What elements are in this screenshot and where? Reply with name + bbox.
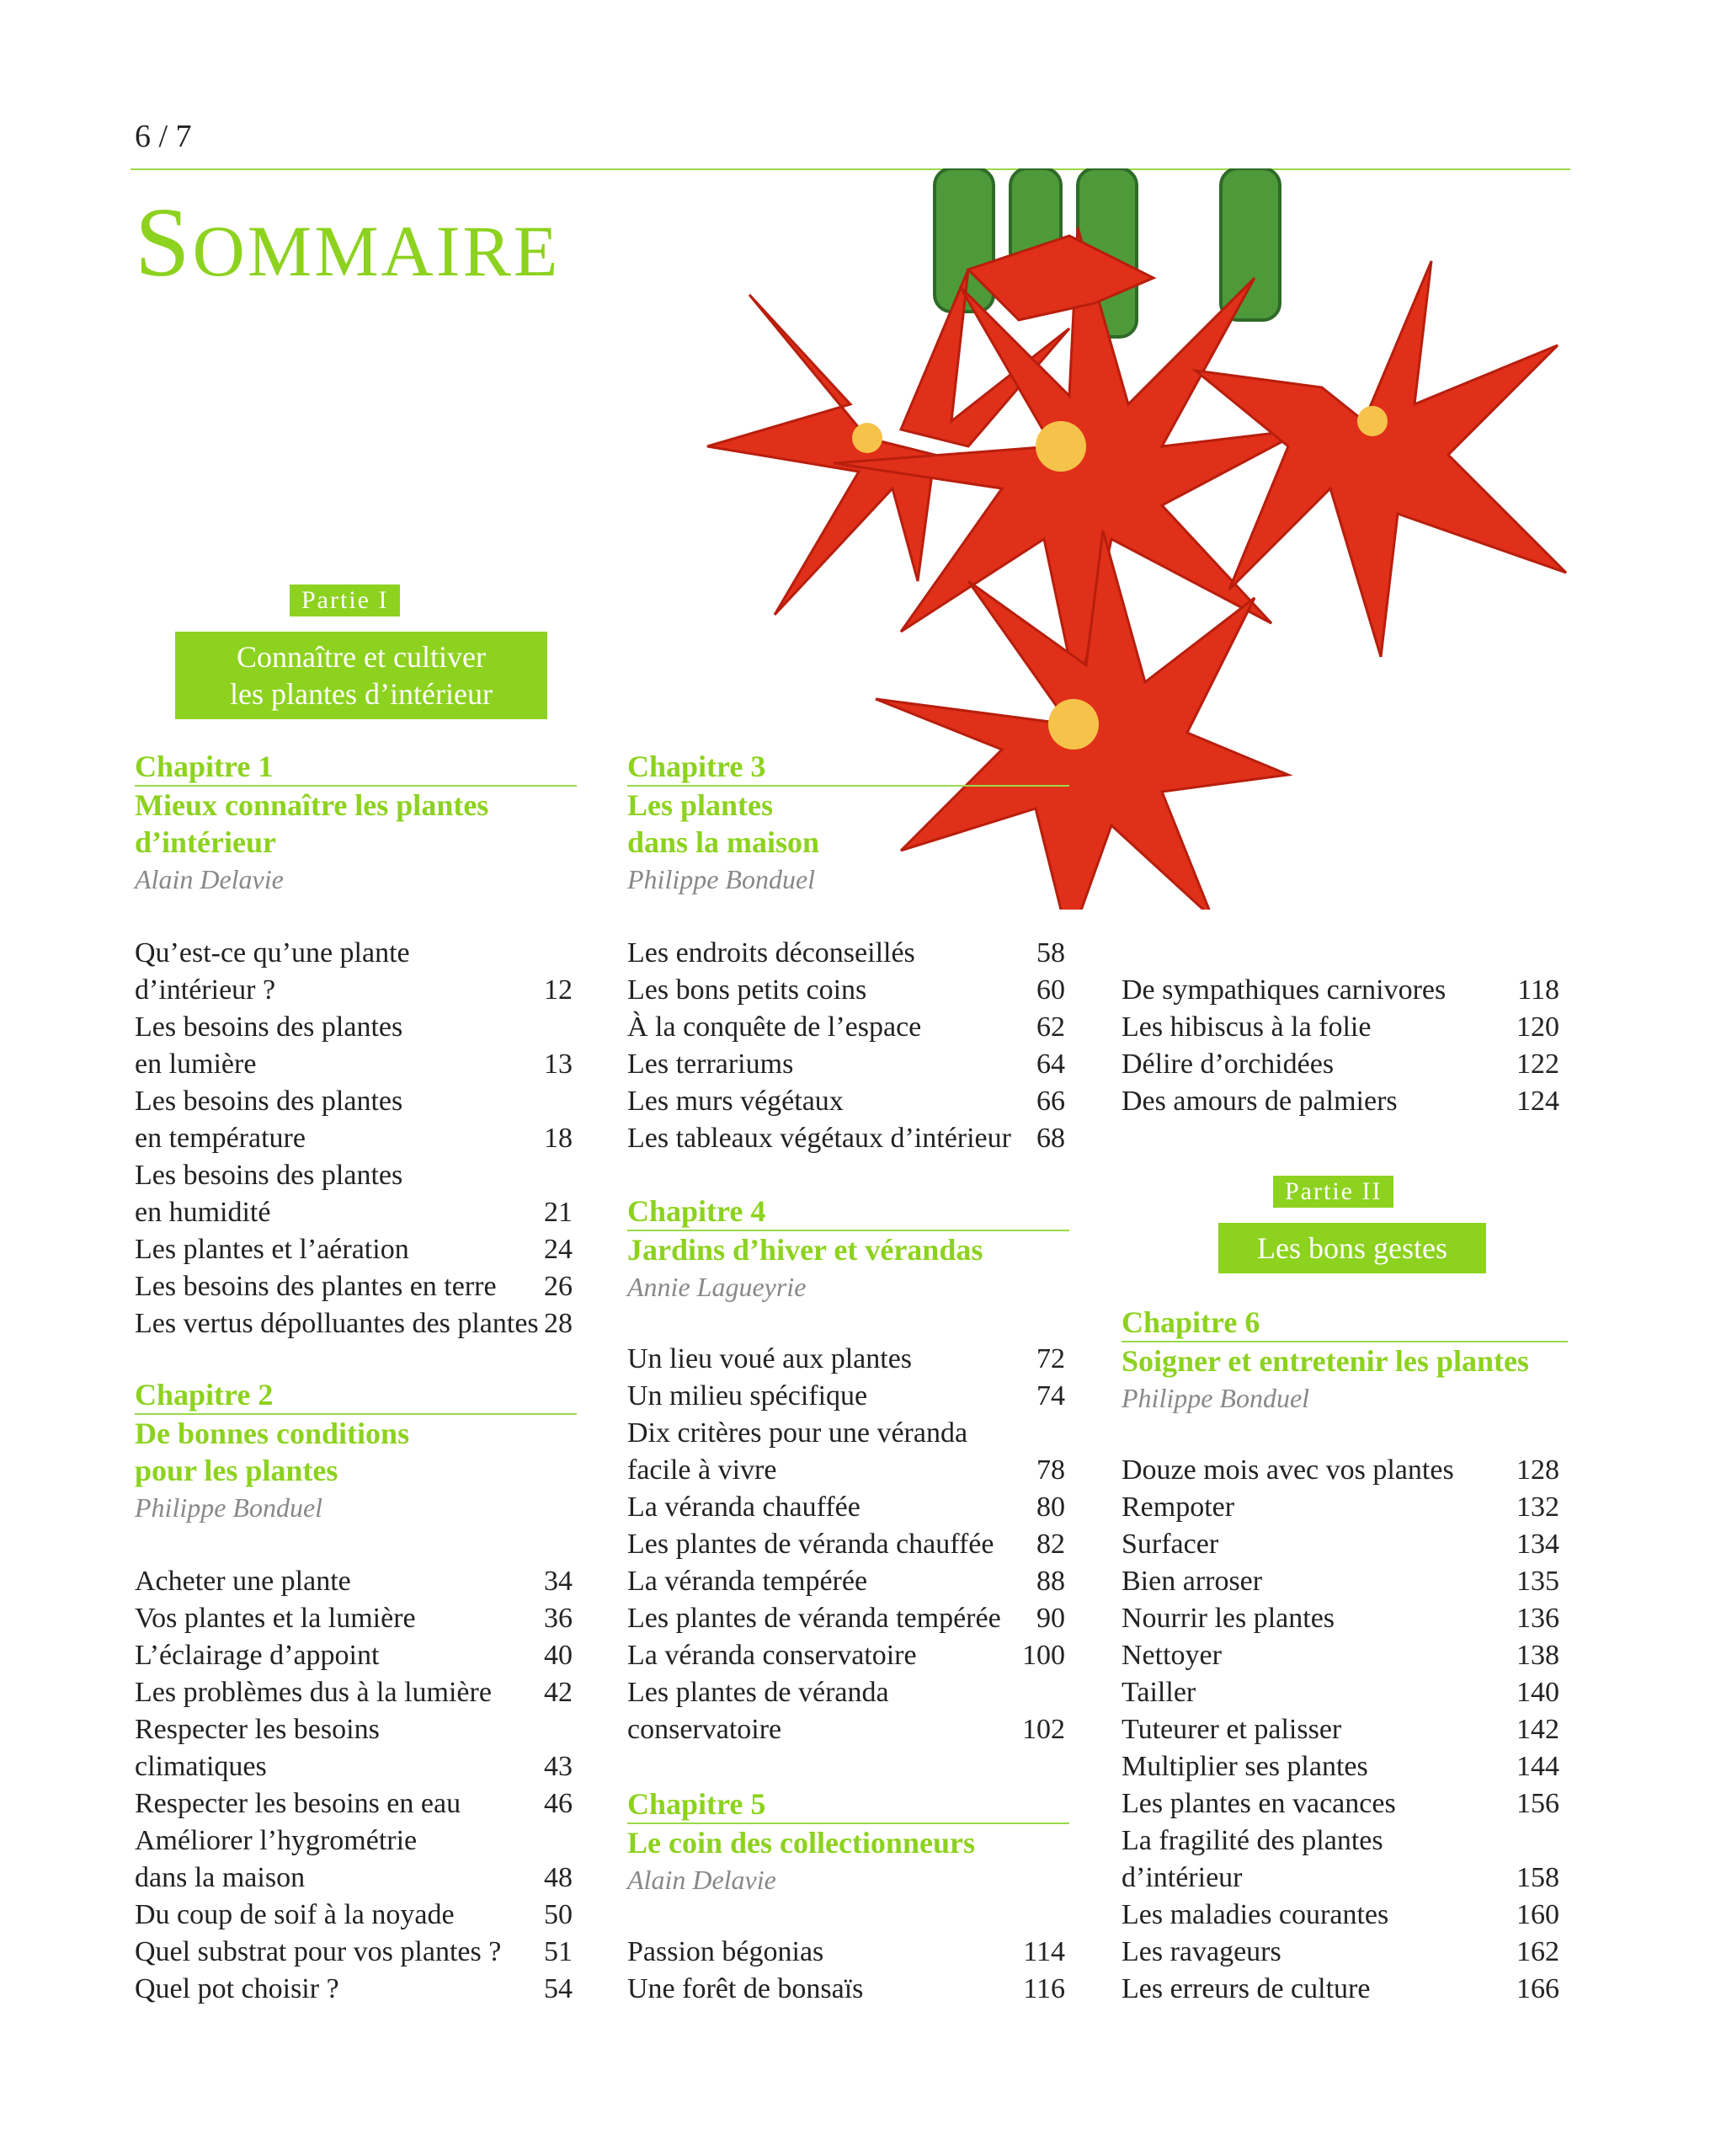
toc-entry	[135, 1157, 573, 1231]
toc-entry-label: Les maladies courantes	[1122, 1899, 1389, 1930]
toc-entry	[627, 1526, 1065, 1563]
chapter-4-heading	[627, 1193, 1069, 1305]
chapter-6-heading	[1122, 1304, 1568, 1417]
toc-entry	[627, 1489, 1065, 1526]
toc-entry-label: Un milieu spécifique	[627, 1380, 868, 1412]
chapter-6-entries	[1122, 1452, 1559, 2008]
chapter-2-heading	[135, 1376, 577, 1526]
toc-entry-page: 46	[544, 1788, 573, 1819]
chapter-1-title-line1: Mieux connaître les plantes	[135, 788, 489, 822]
toc-entry-page: 138	[1516, 1640, 1559, 1671]
toc-entry-page: 134	[1516, 1529, 1559, 1560]
toc-entry-label: La véranda conservatoire	[627, 1640, 917, 1671]
toc-entry	[135, 1711, 573, 1785]
toc-entry	[135, 1083, 573, 1157]
toc-entry-page: 28	[544, 1308, 573, 1339]
toc-entry-label: La fragilité des plantes d’intérieur	[1122, 1825, 1383, 1893]
toc-entry-label: La véranda chauffée	[627, 1492, 860, 1523]
toc-entry-label: Les besoins des plantes en humidité	[135, 1160, 403, 1228]
toc-entry	[135, 1305, 573, 1342]
part-2-title	[1218, 1223, 1486, 1273]
toc-entry-label: Les hibiscus à la folie	[1122, 1011, 1372, 1043]
toc-entry-label: Tailler	[1122, 1677, 1196, 1708]
toc-entry	[627, 1120, 1065, 1157]
chapter-2-number: Chapitre 2	[135, 1376, 577, 1415]
toc-entry	[627, 1341, 1065, 1378]
chapter-5-entries-part2	[1122, 972, 1559, 1120]
toc-entry-label: Les erreurs de culture	[1122, 1973, 1371, 2004]
toc-entry-page: 128	[1516, 1454, 1559, 1486]
toc-entry-page: 60	[1036, 974, 1065, 1006]
toc-entry	[135, 1563, 573, 1600]
toc-entry-page: 136	[1516, 1603, 1559, 1634]
toc-entry-label: Les ravageurs	[1122, 1936, 1281, 1967]
toc-entry-label: Quel substrat pour vos plantes ?	[135, 1936, 502, 1967]
toc-entry	[135, 935, 573, 1009]
toc-entry-label: Les besoins des plantes en terre	[135, 1271, 497, 1302]
toc-entry-page: 66	[1036, 1086, 1065, 1117]
toc-entry	[627, 1563, 1065, 1600]
toc-entry-page: 162	[1516, 1936, 1559, 1967]
toc-entry-page: 68	[1036, 1123, 1065, 1154]
chapter-1-entries	[135, 935, 573, 1342]
chapter-4-entries	[627, 1341, 1065, 1748]
toc-entry-page: 58	[1036, 937, 1065, 969]
toc-entry-page: 26	[544, 1271, 573, 1302]
toc-entry-label: Douze mois avec vos plantes	[1122, 1454, 1454, 1486]
toc-entry-label: Bien arroser	[1122, 1566, 1263, 1597]
toc-entry	[1122, 1637, 1559, 1674]
toc-entry-label: Délire d’orchidées	[1122, 1049, 1335, 1080]
toc-entry	[1122, 1046, 1559, 1083]
title-initial: S	[135, 187, 193, 297]
chapter-3-heading	[627, 748, 1069, 898]
chapter-2-entries	[135, 1563, 573, 2008]
toc-entry-page: 42	[544, 1677, 573, 1708]
toc-entry-page: 156	[1516, 1788, 1559, 1819]
toc-entry-page: 142	[1516, 1714, 1559, 1745]
toc-entry-label: Les tableaux végétaux d’intérieur	[627, 1123, 1011, 1154]
toc-entry-page: 100	[1022, 1640, 1065, 1671]
chapter-3-title-line1: Les plantes	[627, 788, 774, 822]
toc-entry	[1122, 1600, 1559, 1637]
toc-entry	[627, 1046, 1065, 1083]
chapter-2-title-line1: De bonnes conditions	[135, 1417, 410, 1450]
toc-entry	[1122, 1452, 1559, 1489]
toc-entry	[1122, 1526, 1559, 1563]
toc-entry-page: 118	[1517, 974, 1559, 1006]
toc-entry-label: Vos plantes et la lumière	[135, 1603, 416, 1634]
toc-entry-label: Les problèmes dus à la lumière	[135, 1677, 492, 1708]
toc-entry-page: 114	[1023, 1936, 1065, 1967]
toc-entry	[135, 1674, 573, 1711]
part-1-title	[175, 632, 547, 719]
toc-entry	[1122, 1674, 1559, 1711]
toc-entry	[627, 1083, 1065, 1120]
toc-entry-label: Les plantes de véranda chauffée	[627, 1529, 994, 1560]
toc-entry	[1122, 1785, 1559, 1822]
chapter-2-author: Philippe Bonduel	[135, 1492, 323, 1523]
toc-entry	[135, 1971, 573, 2008]
toc-entry-page: 166	[1516, 1973, 1559, 2004]
chapter-2-title-line2: pour les plantes	[135, 1454, 338, 1487]
chapter-4-number: Chapitre 4	[627, 1193, 1069, 1231]
toc-entry-label: Multiplier ses plantes	[1122, 1751, 1368, 1782]
toc-entry-page: 18	[544, 1123, 573, 1154]
toc-entry-page: 54	[544, 1973, 573, 2004]
toc-entry	[627, 1415, 1065, 1489]
chapter-1-number: Chapitre 1	[135, 748, 577, 787]
toc-entry-label: Les besoins des plantes en lumière	[135, 1011, 403, 1080]
toc-entry-page: 24	[544, 1234, 573, 1265]
toc-entry-label: Les plantes en vacances	[1122, 1788, 1396, 1819]
toc-entry	[135, 1897, 573, 1934]
chapter-4-author: Annie Lagueyrie	[627, 1272, 807, 1302]
toc-entry	[135, 1231, 573, 1268]
page-title	[135, 185, 560, 300]
page-number: 6 / 7	[135, 119, 192, 154]
toc-entry-page: 122	[1516, 1049, 1559, 1080]
chapter-5-heading	[627, 1785, 1069, 1898]
toc-entry	[627, 1934, 1065, 1971]
chapter-5-entries-part1	[627, 1934, 1065, 2008]
toc-entry	[135, 1785, 573, 1822]
toc-entry-page: 158	[1516, 1862, 1559, 1893]
toc-entry-label: Les plantes et l’aération	[135, 1234, 409, 1265]
toc-entry	[627, 1637, 1065, 1674]
toc-entry-page: 12	[544, 974, 573, 1006]
toc-entry-label: Rempoter	[1122, 1492, 1235, 1523]
toc-entry-label: Respecter les besoins en eau	[135, 1788, 461, 1819]
toc-entry-page: 144	[1516, 1751, 1559, 1782]
toc-entry-page: 135	[1516, 1566, 1559, 1597]
toc-entry	[135, 1934, 573, 1971]
toc-entry	[627, 935, 1065, 972]
toc-entry-label: Tuteurer et palisser	[1122, 1714, 1342, 1745]
toc-entry	[627, 972, 1065, 1009]
chapter-3-title-line2: dans la maison	[627, 825, 820, 859]
toc-entry	[1122, 1083, 1559, 1120]
toc-entry-page: 124	[1516, 1086, 1559, 1117]
part-2-tag: Partie II	[1273, 1176, 1393, 1208]
toc-entry-label: Les terrariums	[627, 1049, 794, 1080]
toc-entry-page: 140	[1516, 1677, 1559, 1708]
chapter-5-number: Chapitre 5	[627, 1785, 1069, 1824]
toc-entry-label: De sympathiques carnivores	[1122, 974, 1447, 1006]
toc-entry-page: 50	[544, 1899, 573, 1930]
toc-entry	[627, 1674, 1065, 1748]
part-1-title-line2: les plantes d’intérieur	[230, 677, 493, 711]
toc-entry-page: 13	[544, 1049, 573, 1080]
toc-entry-page: 90	[1036, 1603, 1065, 1634]
part-1-tag: Partie I	[290, 584, 400, 616]
toc-entry	[1122, 1822, 1559, 1897]
chapter-5-title-line1: Le coin des collectionneurs	[627, 1826, 975, 1860]
toc-entry-label: À la conquête de l’espace	[627, 1011, 922, 1043]
toc-entry-page: 80	[1036, 1492, 1065, 1523]
toc-entry-label: Les plantes de véranda tempérée	[627, 1603, 1001, 1634]
toc-entry-label: Une forêt de bonsaïs	[627, 1973, 864, 2004]
toc-entry-label: Surfacer	[1122, 1529, 1219, 1560]
chapter-5-author: Alain Delavie	[627, 1865, 776, 1895]
toc-entry-label: Quel pot choisir ?	[135, 1973, 339, 2004]
toc-entry	[1122, 1748, 1559, 1785]
toc-entry-label: Respecter les besoins climatiques	[135, 1714, 380, 1782]
toc-entry-label: Qu’est-ce qu’une plante d’intérieur ?	[135, 937, 410, 1006]
chapter-6-author: Philippe Bonduel	[1122, 1383, 1310, 1413]
chapter-6-title-line1: Soigner et entretenir les plantes	[1122, 1344, 1529, 1378]
toc-entry	[135, 1822, 573, 1897]
toc-entry	[1122, 972, 1559, 1009]
toc-entry	[1122, 1563, 1559, 1600]
toc-entry-label: Les plantes de véranda conservatoire	[627, 1677, 889, 1745]
toc-entry-label: Les vertus dépolluantes des plantes	[135, 1308, 539, 1339]
toc-entry-label: Améliorer l’hygrométrie dans la maison	[135, 1825, 418, 1893]
toc-entry-page: 74	[1036, 1380, 1065, 1412]
chapter-1-title-line2: d’intérieur	[135, 825, 276, 859]
toc-entry-label: L’éclairage d’appoint	[135, 1640, 380, 1671]
toc-entry-label: Acheter une plante	[135, 1566, 351, 1597]
toc-entry-page: 82	[1036, 1529, 1065, 1560]
part-2-title-line1: Les bons gestes	[1257, 1231, 1447, 1265]
toc-entry-label: Un lieu voué aux plantes	[627, 1343, 913, 1374]
toc-entry	[627, 1378, 1065, 1415]
toc-entry	[1122, 1711, 1559, 1748]
toc-entry-page: 62	[1036, 1011, 1065, 1043]
toc-entry-label: Des amours de palmiers	[1122, 1086, 1398, 1117]
toc-entry-page: 78	[1036, 1454, 1065, 1486]
toc-entry-page: 120	[1516, 1011, 1559, 1043]
part-1-title-line1: Connaître et cultiver	[237, 640, 486, 674]
toc-entry-label: Nourrir les plantes	[1122, 1603, 1335, 1634]
toc-entry-page: 160	[1516, 1899, 1559, 1930]
toc-entry-page: 64	[1036, 1049, 1065, 1080]
toc-entry-label: La véranda tempérée	[627, 1566, 868, 1597]
toc-entry-page: 21	[544, 1197, 573, 1228]
toc-entry-label: Les murs végétaux	[627, 1086, 844, 1117]
toc-entry	[1122, 1934, 1559, 1971]
toc-entry-page: 72	[1036, 1343, 1065, 1374]
toc-entry	[1122, 1897, 1559, 1934]
toc-entry	[135, 1600, 573, 1637]
chapter-1-author: Alain Delavie	[135, 864, 284, 894]
toc-entry-page: 132	[1516, 1492, 1559, 1523]
toc-entry-page: 51	[544, 1936, 573, 1967]
toc-entry-label: Les besoins des plantes en température	[135, 1086, 403, 1154]
toc-entry-label: Passion bégonias	[627, 1936, 824, 1967]
toc-entry	[135, 1637, 573, 1674]
toc-entry	[135, 1268, 573, 1305]
toc-entry-page: 48	[544, 1862, 573, 1893]
toc-entry-page: 43	[544, 1751, 573, 1782]
toc-entry-page: 34	[544, 1566, 573, 1597]
toc-entry	[627, 1009, 1065, 1046]
toc-entry-label: Dix critères pour une véranda facile à vivre	[627, 1417, 968, 1486]
toc-entry	[1122, 1489, 1559, 1526]
title-rest: OMMAIRE	[192, 211, 561, 291]
toc-entry-label: Les bons petits coins	[627, 974, 867, 1006]
toc-entry	[627, 1600, 1065, 1637]
toc-entry-label: Nettoyer	[1122, 1640, 1222, 1671]
toc-entry	[135, 1009, 573, 1083]
chapter-3-number: Chapitre 3	[627, 748, 1069, 787]
toc-entry-page: 36	[544, 1603, 573, 1634]
chapter-3-author: Philippe Bonduel	[627, 864, 816, 894]
toc-entry-page: 88	[1036, 1566, 1065, 1597]
chapter-3-entries	[627, 935, 1065, 1157]
chapter-1-heading	[135, 748, 577, 898]
toc-entry-page: 40	[544, 1640, 573, 1671]
chapter-4-title-line1: Jardins d’hiver et vérandas	[627, 1233, 983, 1267]
chapter-6-number: Chapitre 6	[1122, 1304, 1568, 1342]
toc-entry-page: 116	[1023, 1973, 1065, 2004]
toc-entry	[627, 1971, 1065, 2008]
toc-entry	[1122, 1971, 1559, 2008]
toc-entry	[1122, 1009, 1559, 1046]
toc-entry-label: Du coup de soif à la noyade	[135, 1899, 455, 1930]
toc-entry-label: Les endroits déconseillés	[627, 937, 915, 969]
toc-entry-page: 102	[1022, 1714, 1065, 1745]
